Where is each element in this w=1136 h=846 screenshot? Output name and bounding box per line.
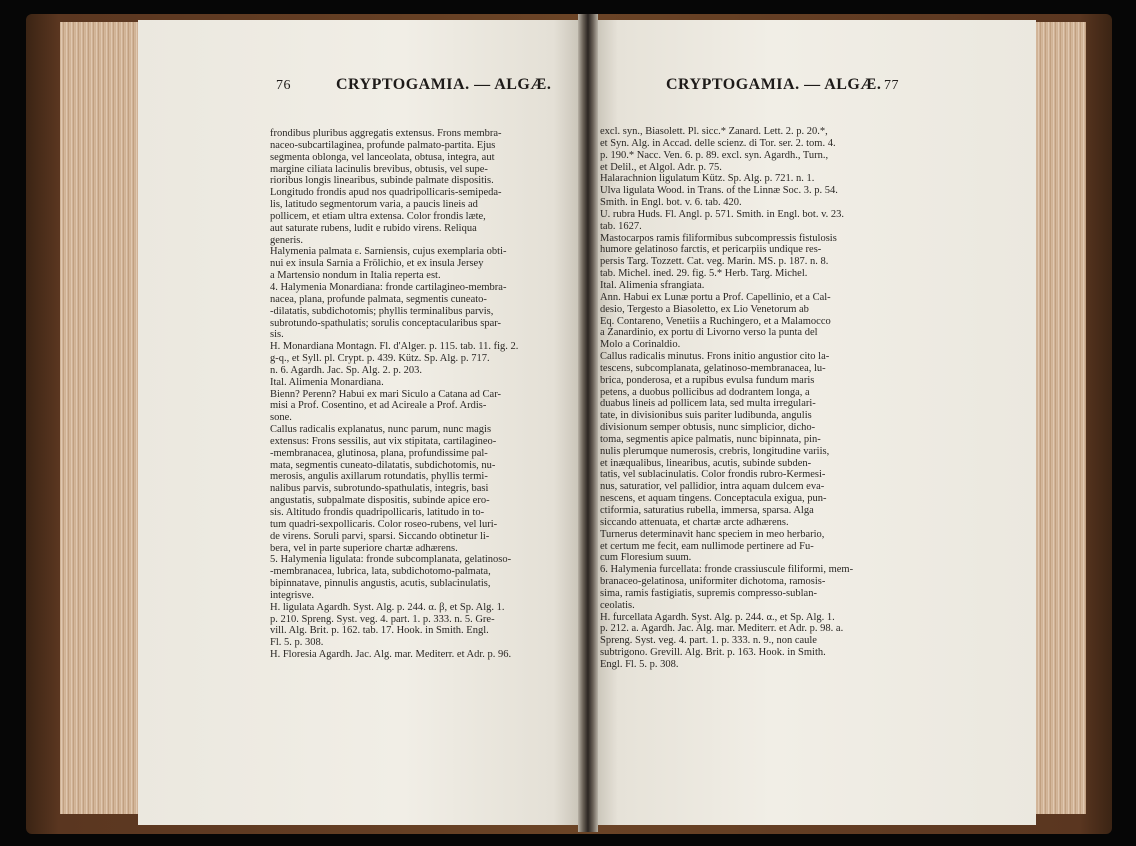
text-line: Halymenia palmata ε. Sarniensis, cujus exemplaria obti- (270, 246, 507, 258)
text-line: 6. Halymenia furcellata: fronde crassiuscule filiformi, mem- (600, 564, 854, 576)
text-line: Engl. Fl. 5. p. 308. (600, 658, 679, 670)
left-running-title: CRYPTOGAMIA. — ALGÆ. (336, 76, 552, 93)
text-line: tab. Michel. ined. 29. fig. 5.* Herb. Targ. Michel. (600, 268, 808, 280)
text-line: Callus radicalis explanatus, nunc parum, nunc magis (270, 424, 492, 436)
text-line: extensus: Frons sessilis, aut vix stipitata, cartilagineo- (270, 435, 497, 447)
text-line: nui ex insula Sarnia a Frölichio, et ex insula Jersey (270, 258, 484, 270)
left-page-number: 76 (276, 78, 291, 93)
left-page-edges (60, 22, 140, 814)
text-line: merosis, angulis axillarum rotundatis, phyllis termi- (270, 471, 488, 483)
text-line: Spreng. Syst. veg. 4. part. 1. p. 333. n. 9., non caule (600, 635, 817, 647)
text-line: brica, ponderosa, et a rupibus evulsa fundum maris (600, 374, 815, 386)
text-line: p. 210. Spreng. Syst. veg. 4. part. 1. p. 333. n. 5. Gre- (270, 613, 495, 625)
text-line: et Syn. Alg. in Accad. delle scienz. di Tor. ser. 2. tom. 4. (600, 137, 836, 149)
text-line: tum quadri-sexpollicaris. Color roseo-rubens, vel luri- (270, 518, 498, 530)
text-line: g-q., et Syll. pl. Crypt. p. 439. Kütz. Sp. Alg. p. 717. (270, 353, 490, 365)
text-line: cum Floresium suum. (600, 552, 692, 564)
text-line: duabus lineis ad pollicem lata, sed multa irregulari- (600, 398, 816, 410)
text-line: H. Floresia Agardh. Jac. Alg. mar. Mediterr. et Adr. p. 96. (270, 649, 512, 661)
text-line: sone. (270, 412, 292, 424)
text-line: Halarachnion ligulatum Kütz. Sp. Alg. p. 721. n. 1. (600, 173, 815, 185)
text-line: a Martensio nondum in Italia reperta est. (270, 270, 441, 282)
text-line: nescens, et aquam tingens. Conceptacula exigua, pun- (600, 493, 827, 505)
text-line: ctiformia, saturatius rubella, immersa, sparsa. Alga (600, 505, 814, 516)
text-line: nus, saturatior, vel pallidior, intra aquam dulcem eva- (600, 481, 825, 493)
text-line: Fl. 5. p. 308. (270, 637, 324, 649)
text-line: Eq. Contareno, Venetiis a Ruchingero, et a Malamocco (600, 315, 831, 327)
text-line: misi a Prof. Cosentino, et ad Acireale a Prof. Ardis- (270, 400, 487, 412)
text-line: divisionum semper obtusis, nunc simplicior, dicho- (600, 422, 816, 434)
text-line: nalibus parvis, subrotundo-spathulatis, integris, basi (270, 483, 489, 495)
text-line: Turnerus determinavit hanc speciem in meo herbario, (600, 528, 825, 540)
text-line: vill. Alg. Brit. p. 162. tab. 17. Hook. in Smith. Engl. (270, 625, 489, 637)
text-line: subtrigono. Grevill. Alg. Brit. p. 163. Hook. in Smith. (600, 647, 826, 659)
text-line: p. 190.* Nacc. Ven. 6. p. 89. excl. syn. Agardh., Turn., (600, 149, 829, 161)
text-line: et inæqualibus, linearibus, acutis, subinde subden- (600, 457, 812, 469)
text-line: -membranacea, lubrica, lata, subdichotomo-palmata, (270, 566, 491, 578)
text-line: sima, ramis fastigiatis, supremis compresso-sublan- (600, 587, 817, 599)
text-line: Longitudo frondis apud nos quadripollicaris-semipeda- (270, 187, 502, 199)
right-page-text (600, 126, 884, 671)
text-line: integrisve. (270, 589, 315, 601)
text-line: et certum me fecit, eam nullimode pertinere ad Fu- (600, 540, 814, 552)
text-line: Bienn? Perenn? Habui ex mari Siculo a Catana ad Car- (270, 388, 501, 400)
book-gutter (578, 14, 598, 832)
text-line: excl. syn., Biasolett. Pl. sicc.* Zanard. Lett. 2. p. 20.*, (600, 126, 828, 137)
text-line: H. ligulata Agardh. Syst. Alg. p. 244. α. β, et Sp. Alg. 1. (270, 601, 505, 613)
right-page (596, 20, 1036, 825)
text-line: nulis plerumque numerosis, crebris, longitudine variis, (600, 445, 830, 457)
text-line: -dilatatis, subdichotomis; phyllis terminalibus parvis, (270, 305, 494, 317)
text-line: Smith. in Engl. bot. v. 6. tab. 420. (600, 197, 742, 209)
text-line: H. Monardiana Montagn. Fl. d'Alger. p. 115. tab. 11. fig. 2. (270, 341, 519, 353)
text-line: Ann. Habui ex Lunæ portu a Prof. Capellinio, et a Cal- (600, 291, 831, 303)
text-line: pollicem, et etiam ultra extensa. Color frondis læte, (270, 210, 486, 222)
text-line: segmenta oblonga, vel lanceolata, obtusa, integra, aut (270, 151, 495, 163)
text-line: Ulva ligulata Wood. in Trans. of the Linnæ Soc. 3. p. 54. (600, 185, 838, 197)
text-line: tate, in divisionibus suis pariter ludibunda, angulis (600, 410, 812, 422)
text-line: H. furcellata Agardh. Syst. Alg. p. 244. α., et Sp. Alg. 1. (600, 611, 835, 623)
text-line: ceolatis. (600, 599, 635, 611)
text-line: rioribus longis linearibus, subinde palmate dispositis. (270, 175, 494, 187)
text-line: p. 212. a. Agardh. Jac. Alg. mar. Mediterr. et Adr. p. 98. a. (600, 623, 844, 635)
text-line: 4. Halymenia Monardiana: fronde cartilagineo-membra- (270, 281, 507, 293)
text-line: U. rubra Huds. Fl. Angl. p. 571. Smith. in Engl. bot. v. 23. (600, 208, 845, 220)
text-line: sis. (270, 329, 284, 341)
text-line: et Delil., et Algol. Adr. p. 75. (600, 161, 722, 173)
text-line: mata, segmentis cuneato-dilatatis, subdichotomis, nu- (270, 459, 496, 471)
text-line: Callus radicalis minutus. Frons initio angustior cito la- (600, 351, 830, 363)
text-line: persis Targ. Tozzett. Cat. veg. Marin. MS. p. 187. n. 8. (600, 256, 829, 268)
text-line: Molo a Corinaldio. (600, 339, 681, 351)
left-page-text (270, 128, 554, 661)
text-line: toma, segmentis apice palmatis, nunc bipinnata, pin- (600, 433, 821, 445)
text-line: -membranacea, glutinosa, plana, profundissime pal- (270, 447, 488, 459)
right-page-edges (1032, 22, 1086, 814)
right-running-title: CRYPTOGAMIA. — ALGÆ. (666, 76, 882, 93)
text-line: branaceo-gelatinosa, uniformiter dichotoma, ramosis- (600, 576, 826, 588)
text-line: tescens, subcomplanata, gelatinoso-membranacea, lu- (600, 362, 826, 374)
text-line: a Zanardinio, ex portu di Livorno verso la punta del (600, 327, 818, 339)
text-line: frondibus pluribus aggregatis extensus. Frons membra- (270, 128, 502, 139)
text-line: naceo-subcartilaginea, profunde palmato-partita. Ejus (270, 139, 496, 151)
text-line: lis, latitudo segmentorum varia, a paucis lineis ad (270, 199, 478, 211)
text-line: bera, vel in parte superiore chartæ adhærens. (270, 542, 458, 554)
right-page-number: 77 (884, 78, 899, 93)
text-line: aut saturate rubens, ludit e rubido virens. Reliqua (270, 222, 477, 234)
text-line: sis. Altitudo frondis quadripollicaris, latitudo in to- (270, 507, 485, 518)
text-line: petens, a duobus pollicibus ad dodrantem longa, a (600, 386, 810, 398)
text-line: angustatis, subpalmate dispositis, subinde apice ero- (270, 495, 490, 507)
text-line: nacea, plana, profunde palmata, segmentis cuneato- (270, 293, 487, 305)
text-line: n. 6. Agardh. Jac. Sp. Alg. 2. p. 203. (270, 364, 422, 376)
left-page (138, 20, 580, 825)
text-line: bipinnatave, pinnulis angustis, acutis, sublacinulatis, (270, 578, 491, 590)
text-line: de virens. Soruli parvi, sparsi. Siccando obtinetur li- (270, 530, 490, 542)
text-line: desio, Tergesto a Biasoletto, ex Lio Venetorum ab (600, 303, 809, 315)
text-line: tatis, vel sublacinulatis. Color frondis rubro-Kermesi- (600, 469, 826, 481)
text-line: subrotundo-spathulatis; sorulis conceptacularibus spar- (270, 317, 502, 329)
text-line: tab. 1627. (600, 220, 642, 232)
text-line: 5. Halymenia ligulata: fronde subcomplanata, gelatinoso- (270, 554, 512, 566)
text-line: Mastocarpos ramis filiformibus subcompressis fistulosis (600, 232, 837, 244)
text-line: Ital. Alimenia sfrangiata. (600, 279, 705, 291)
text-line: Ital. Alimenia Monardiana. (270, 376, 384, 388)
text-line: humore gelatinoso farctis, et pericarpiis undique res- (600, 244, 822, 256)
text-line: siccando attenuata, et chartæ arcte adhærens. (600, 516, 789, 528)
text-line: margine ciliata lacinulis brevibus, obtusis, vel supe- (270, 163, 488, 175)
text-line: generis. (270, 234, 303, 246)
